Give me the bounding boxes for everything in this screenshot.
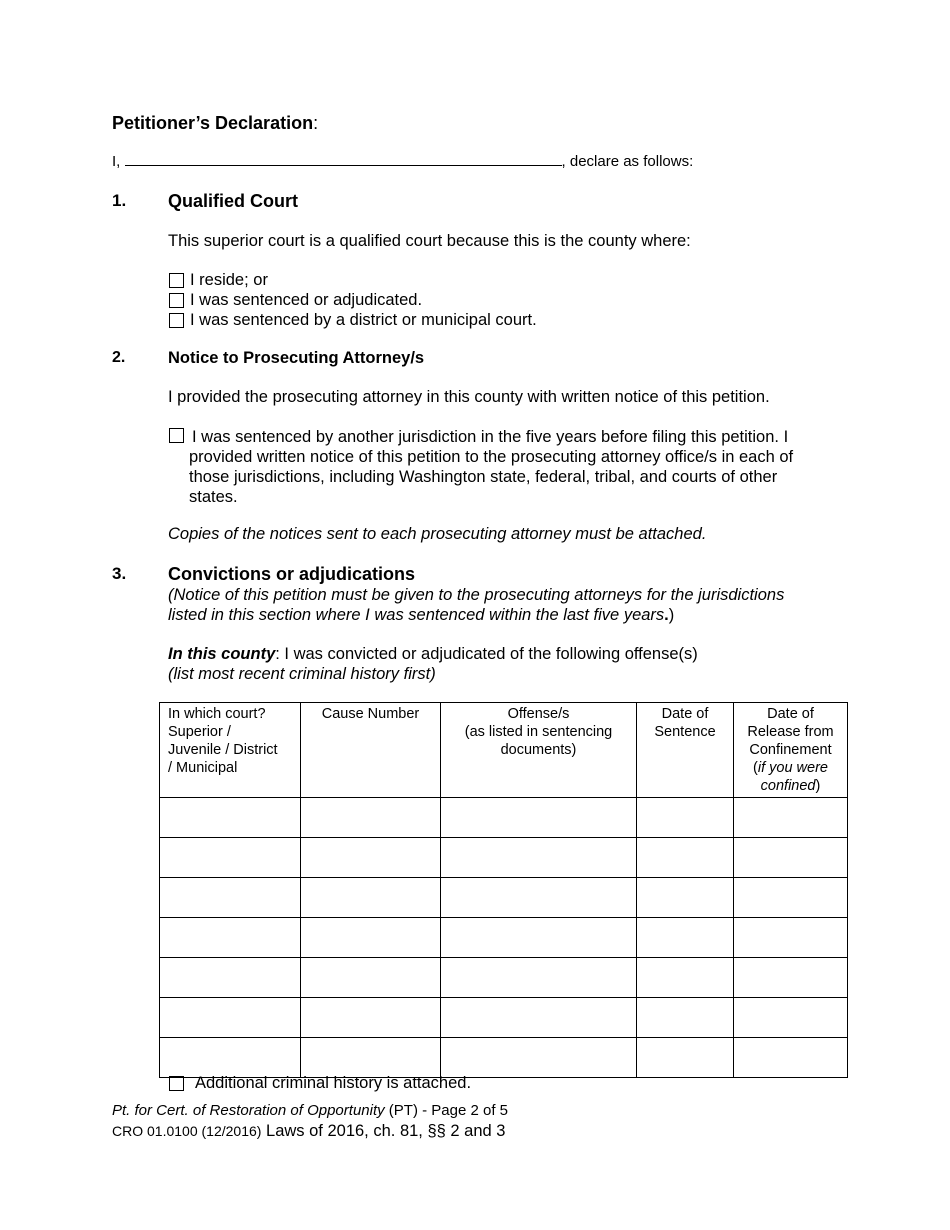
table-cell[interactable] — [160, 918, 301, 958]
section3-number: 3. — [112, 564, 127, 583]
paren-close: ) — [815, 778, 821, 794]
table-cell[interactable] — [637, 998, 734, 1038]
other-jurisdiction-line4: states. — [189, 488, 238, 506]
header-court-line: In which court? — [168, 706, 266, 722]
header-offense-line: (as listed in sentencing — [464, 724, 613, 740]
option-sentenced — [169, 290, 537, 310]
header-date-release — [734, 703, 848, 798]
table-cell[interactable] — [301, 998, 441, 1038]
footer-line2 — [112, 1121, 505, 1142]
county-line — [168, 644, 698, 664]
other-jurisdiction-checkbox[interactable] — [169, 428, 184, 443]
header-cause — [301, 703, 441, 798]
sentenced-label: I was sentenced or adjudicated. — [190, 291, 423, 309]
header-date-release-italic-line1 — [740, 759, 841, 777]
declaration-suffix: , declare as follows: — [561, 153, 694, 170]
header-cause-line: Cause Number — [321, 706, 420, 722]
additional-history-checkbox[interactable] — [169, 1076, 184, 1091]
header-offense-line: Offense/s — [507, 706, 570, 722]
section2-note: Copies of the notices sent to each prosecuting attorney must be attached. — [168, 525, 707, 543]
header-offense — [441, 703, 637, 798]
table-cell[interactable] — [301, 878, 441, 918]
table-header-row — [160, 703, 848, 798]
header-date-release-line: Date of — [767, 706, 814, 722]
section1-number: 1. — [112, 191, 127, 210]
table-cell[interactable] — [160, 998, 301, 1038]
table-cell[interactable] — [301, 918, 441, 958]
declaration-prefix: I, — [112, 153, 121, 170]
declaration-title-text: Petitioner’s Declaration — [112, 113, 314, 133]
table-cell[interactable] — [637, 918, 734, 958]
table-cell[interactable] — [441, 798, 637, 838]
header-offense-line: documents) — [500, 742, 577, 758]
table-cell[interactable] — [441, 918, 637, 958]
header-court-line: Superior / — [168, 724, 231, 740]
table-cell[interactable] — [734, 878, 848, 918]
section1-heading: Qualified Court — [168, 191, 298, 211]
footer-law: Laws of 2016, ch. 81, §§ 2 and 3 — [261, 1122, 506, 1140]
petitioner-name-field[interactable] — [125, 151, 562, 166]
section1-intro: This superior court is a qualified court because this is the county where: — [168, 232, 691, 250]
table-row — [160, 1038, 848, 1078]
table-cell[interactable] — [637, 1038, 734, 1078]
table-body — [160, 798, 848, 1078]
table-cell[interactable] — [734, 838, 848, 878]
additional-history — [169, 1074, 471, 1093]
table-cell[interactable] — [734, 998, 848, 1038]
footer-line1 — [112, 1101, 508, 1121]
header-date-sentence — [637, 703, 734, 798]
table-cell[interactable] — [734, 918, 848, 958]
paren-open: ( — [753, 760, 758, 776]
table-cell[interactable] — [637, 878, 734, 918]
section3-notice-line2-text: listed in this section where I was sentenced within the last five years — [168, 606, 665, 624]
other-jurisdiction-line1: I was sentenced by another jurisdiction in the five years before filing this petition. I — [192, 428, 789, 446]
section3-notice-close: ) — [668, 606, 675, 624]
table-cell[interactable] — [160, 958, 301, 998]
footer-form-name: Pt. for Cert. of Restoration of Opportunity — [112, 1102, 385, 1119]
table-cell[interactable] — [637, 838, 734, 878]
table-cell[interactable] — [160, 878, 301, 918]
header-date-sentence-line: Date of — [661, 706, 709, 722]
section1-options — [169, 270, 537, 330]
header-date-release-italic-text2: confined — [760, 778, 816, 794]
district-municipal-label: I was sentenced by a district or municipal court. — [190, 311, 537, 329]
table-cell[interactable] — [441, 838, 637, 878]
table-row — [160, 878, 848, 918]
section2-intro: I provided the prosecuting attorney in this county with written notice of this petition. — [168, 388, 770, 406]
table-cell[interactable] — [441, 958, 637, 998]
county-text: : I was convicted or adjudicated of the following offense(s) — [275, 645, 698, 663]
header-date-release-italic-text1: if you were — [757, 760, 828, 776]
declaration-title-colon: : — [313, 113, 319, 133]
header-date-release-line: Confinement — [749, 742, 832, 758]
district-municipal-checkbox[interactable] — [169, 313, 184, 328]
table-row — [160, 798, 848, 838]
reside-label: I reside; or — [190, 271, 268, 289]
table-cell[interactable] — [301, 798, 441, 838]
section3-notice-line2 — [168, 605, 674, 625]
table-row — [160, 838, 848, 878]
table-cell[interactable] — [441, 1038, 637, 1078]
option-reside — [169, 270, 537, 290]
table-cell[interactable] — [441, 878, 637, 918]
table-cell[interactable] — [734, 958, 848, 998]
sentenced-checkbox[interactable] — [169, 293, 184, 308]
table-row — [160, 918, 848, 958]
table-cell[interactable] — [734, 1038, 848, 1078]
table-row — [160, 958, 848, 998]
header-date-release-italic-line2 — [740, 777, 841, 795]
criminal-history-table — [159, 702, 848, 1078]
section3-notice-end: . — [664, 606, 669, 624]
table-cell[interactable] — [160, 838, 301, 878]
county-sub: (list most recent criminal history first) — [168, 665, 436, 683]
table-row — [160, 998, 848, 1038]
header-date-release-line: Release from — [747, 724, 834, 740]
table-cell[interactable] — [301, 838, 441, 878]
declaration-line — [112, 151, 693, 172]
section2-heading: Notice to Prosecuting Attorney/s — [168, 349, 425, 367]
table-cell[interactable] — [441, 998, 637, 1038]
option-district-municipal — [169, 310, 537, 330]
section3-notice-line1: (Notice of this petition must be given to the prosecuting attorneys for the jurisdictions — [168, 586, 785, 604]
declaration-title — [112, 113, 318, 134]
table-cell[interactable] — [301, 958, 441, 998]
table-cell[interactable] — [637, 958, 734, 998]
footer-form-code: CRO 01.0100 (12/2016) — [112, 1123, 262, 1139]
table-cell[interactable] — [160, 1038, 301, 1078]
header-date-sentence-line: Sentence — [654, 724, 716, 740]
county-label: In this county — [168, 645, 276, 663]
table-cell[interactable] — [637, 798, 734, 838]
section2-number: 2. — [112, 349, 126, 366]
section3-heading: Convictions or adjudications — [168, 564, 416, 584]
table-cell[interactable] — [160, 798, 301, 838]
table-cell[interactable] — [734, 798, 848, 838]
header-court-line: Juvenile / District — [168, 742, 278, 758]
footer-form-meta: (PT) - Page 2 of 5 — [384, 1102, 509, 1119]
header-court-line: / Municipal — [168, 760, 238, 776]
reside-checkbox[interactable] — [169, 273, 184, 288]
other-jurisdiction-line2: provided written notice of this petition to the prosecuting attorney office/s in each of — [189, 448, 794, 466]
other-jurisdiction-line3: those jurisdictions, including Washington state, federal, tribal, and courts of other — [189, 468, 778, 486]
table-cell[interactable] — [301, 1038, 441, 1078]
additional-history-label: Additional criminal history is attached. — [195, 1074, 472, 1092]
header-court — [160, 703, 301, 798]
